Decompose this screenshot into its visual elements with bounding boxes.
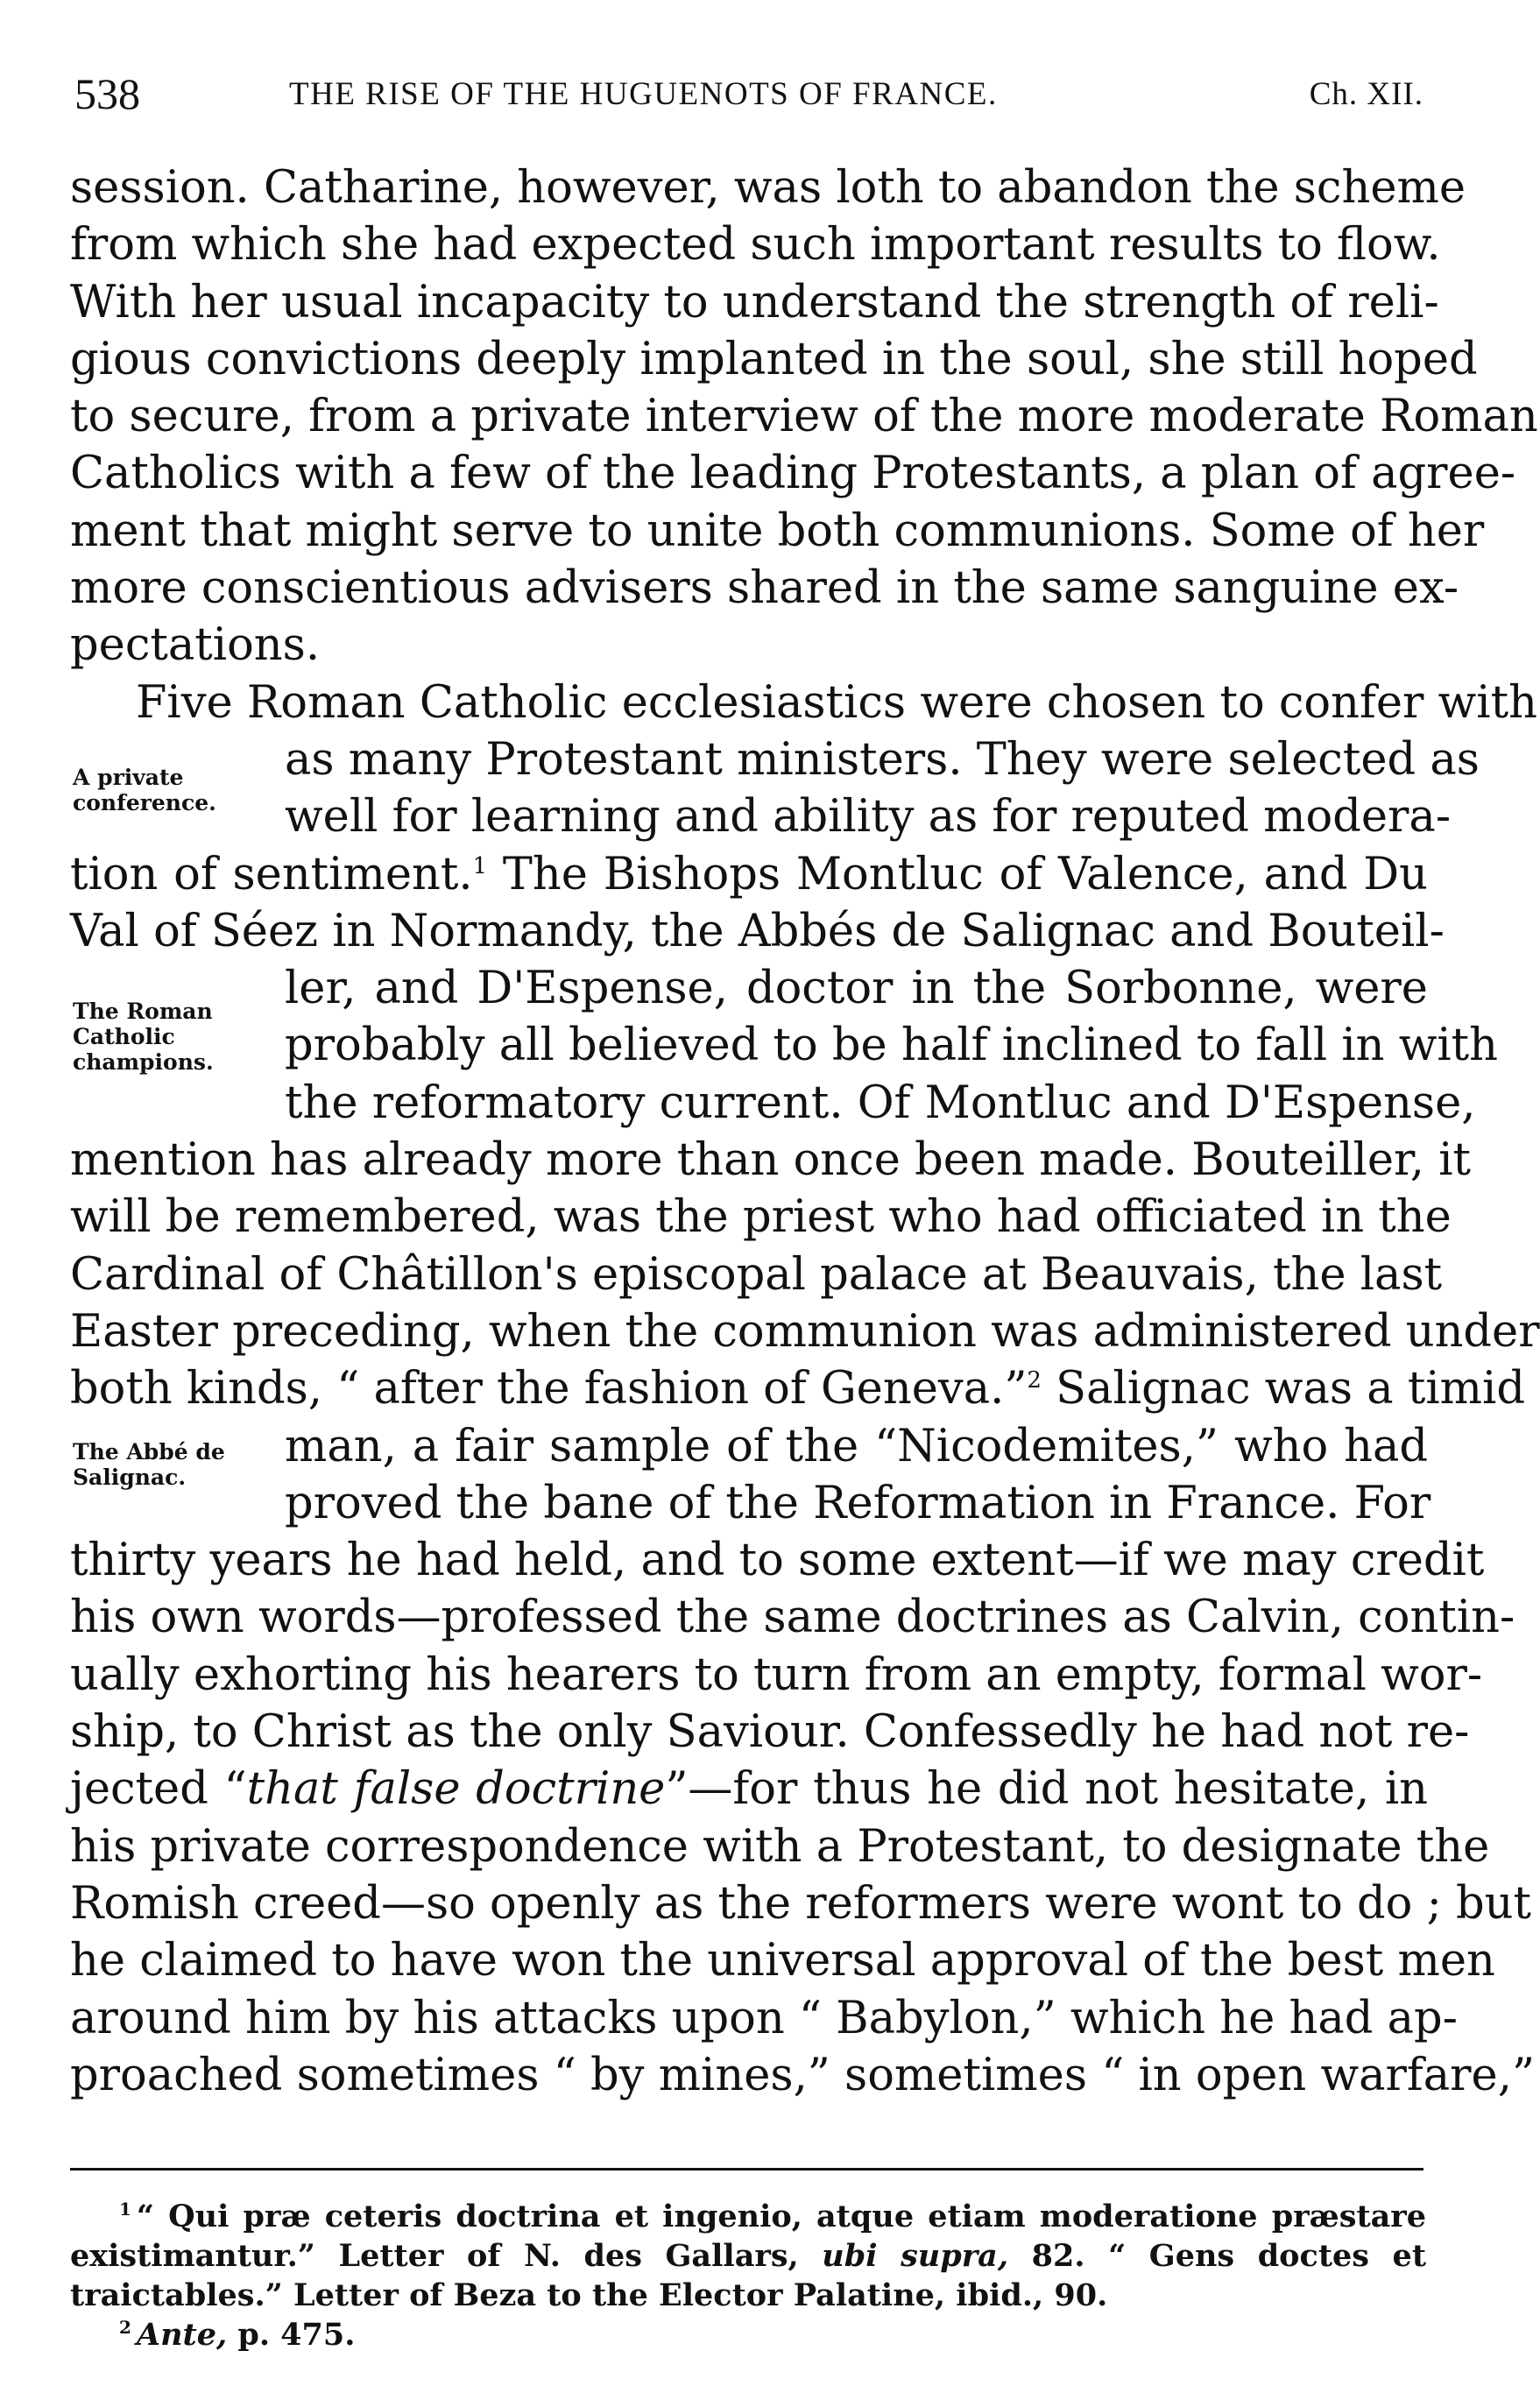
text-line: both kinds, “ after the fashion of Geneva.”$^2$ Salignac was a timid <box>70 1363 1525 1415</box>
text-line: session. Catharine, however, was loth to abandon the scheme <box>70 162 1466 214</box>
text-line: Val of Séez in Normandy, the Abbés de Salignac and Bouteil- <box>70 905 1445 957</box>
page-number: 538 <box>74 69 140 118</box>
text-line: mention has already more than once been made. Bouteiller, it <box>70 1134 1472 1187</box>
footnote-1-line: $^1$ “ Qui præ ceteris doctrina et ingenio, atque etiam moderatione præstare <box>119 2199 1426 2234</box>
text-line: proached sometimes “ by mines,” sometimes “ in open warfare,” <box>70 2049 1536 2101</box>
chapter-label: Ch. XII. <box>1309 76 1423 112</box>
main-text <box>70 159 1540 2104</box>
text-line: well for learning and ability as for reputed modera- <box>285 791 1452 844</box>
footnote-1-line: traictables.” Letter of Beza to the Elector Palatine, ibid., 90. <box>70 2277 1108 2313</box>
margin-note-roman-catholic-champions: The Roman Catholic champions. <box>73 999 214 1075</box>
text-line: his private correspondence with a Protestant, to designate the <box>70 1820 1490 1873</box>
footnote-divider <box>70 2168 1423 2171</box>
italic-phrase: Ante, <box>136 2317 228 2353</box>
text-line: man, a fair sample of the “Nicodemites,” who had <box>285 1420 1428 1472</box>
running-header <box>74 68 1423 130</box>
text-line: thirty years he had held, and to some extent—if we may credit <box>70 1535 1485 1587</box>
text-line: With her usual incapacity to understand the strength of reli- <box>70 276 1439 328</box>
text-line: he claimed to have won the universal approval of the best men <box>70 1935 1495 1987</box>
text-line: ment that might serve to unite both communions. Some of her <box>70 505 1485 557</box>
footnote-ref: 1 <box>472 852 488 879</box>
text-line: probably all believed to be half inclined to fall in with <box>285 1020 1499 1072</box>
text-line: jected “that false doctrine”—for thus he did not hesitate, in <box>70 1763 1429 1816</box>
text-line: Cardinal of Châtillon's episcopal palace at Beauvais, the last <box>70 1248 1443 1301</box>
margin-note-abbe-de-salignac: The Abbé de Salignac. <box>73 1439 225 1490</box>
text-line: ually exhorting his hearers to turn from an empty, formal wor- <box>70 1648 1483 1701</box>
text-line: Easter preceding, when the communion was administered under <box>70 1305 1540 1358</box>
text-line: around him by his attacks upon “ Babylon,” which he had ap- <box>70 1992 1458 2044</box>
running-title: THE RISE OF THE HUGUENOTS OF FRANCE. <box>289 76 998 112</box>
text-line: more conscientious advisers shared in the same sanguine ex- <box>70 562 1459 615</box>
text-line: his own words—professed the same doctrines as Calvin, contin- <box>70 1592 1515 1644</box>
italic-phrase: that false doctrine <box>246 1763 666 1816</box>
footnote-mark: 2 <box>119 2317 131 2339</box>
text-line: Catholics with a few of the leading Protestants, a plan of agree- <box>70 448 1516 500</box>
italic-phrase: ubi supra, <box>822 2238 1009 2274</box>
footnote-1-line: existimantur.” Letter of N. des Gallars, ubi supra, 82. “ Gens doctes et <box>70 2238 1426 2274</box>
footnote-mark: 1 <box>119 2199 131 2220</box>
footnotes <box>70 2197 1426 2354</box>
margin-note-private-conference: A private conference. <box>73 765 216 815</box>
text-line: as many Protestant ministers. They were selected as <box>285 733 1480 786</box>
text-line: pectations. <box>70 619 321 672</box>
text-line: will be remembered, was the priest who had officiated in the <box>70 1191 1452 1244</box>
text-line: ship, to Christ as the only Saviour. Confessedly he had not re- <box>70 1706 1470 1759</box>
text-line: proved the bane of the Reformation in France. For <box>285 1477 1431 1529</box>
footnote-2-line: $^2$ Ante, p. 475. <box>119 2317 356 2353</box>
text-line: Five Roman Catholic ecclesiastics were chosen to confer with <box>136 676 1537 729</box>
text-line: tion of sentiment.$^1$ The Bishops Montluc of Valence, and Du <box>70 848 1428 900</box>
text-line: the reformatory current. Of Montluc and D'Espense, <box>285 1076 1476 1129</box>
text-line: Romish creed—so openly as the reformers were wont to do ; but <box>70 1877 1531 1930</box>
text-line: gious convictions deeply implanted in the soul, she still hoped <box>70 333 1478 385</box>
footnote-ref: 2 <box>1027 1367 1042 1394</box>
text-line: ler, and D'Espense, doctor in the Sorbonne, were <box>285 963 1428 1015</box>
text-line: to secure, from a private interview of the more moderate Roman <box>70 391 1538 443</box>
text-line: from which she had expected such important results to flow. <box>70 219 1441 272</box>
